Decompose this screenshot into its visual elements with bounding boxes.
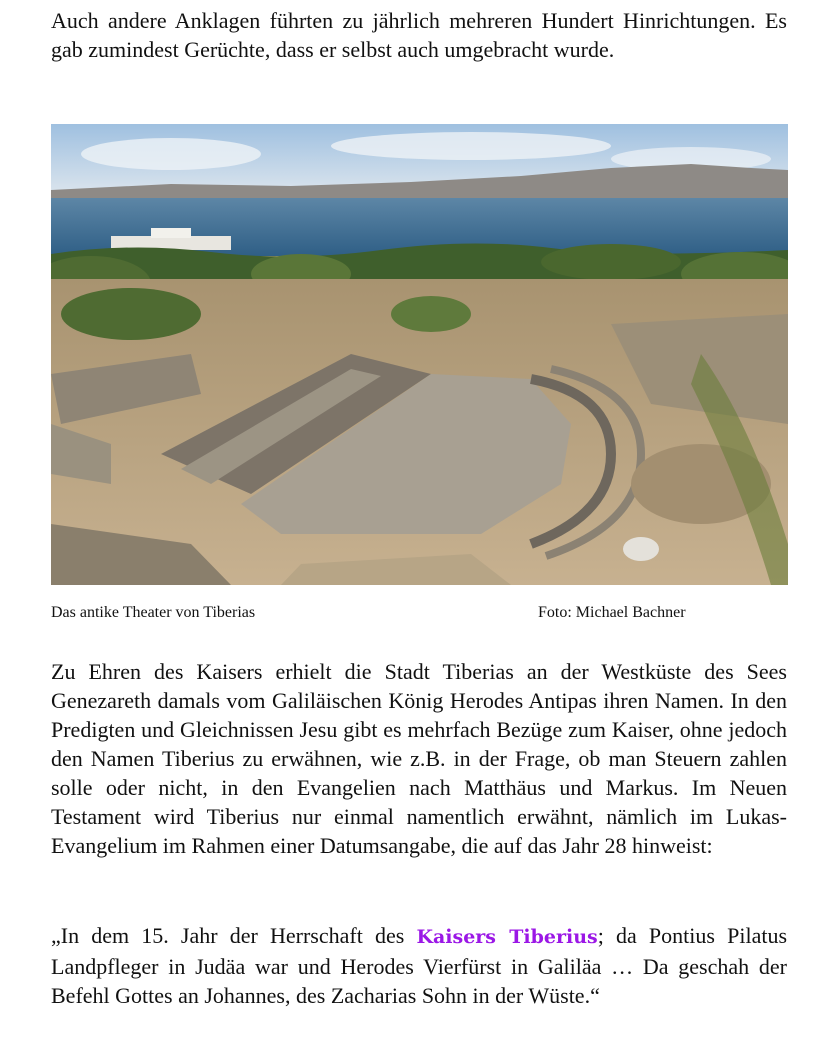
photo-caption: Das antike Theater von Tiberias [51, 604, 256, 621]
quote-highlight-kaisers-tiberius: Kaisers Tiberius [416, 926, 598, 948]
paragraph-intro: Auch andere Anklagen führten zu jährlich mehreren Hundert Hinrichtungen. Es gab zumindest Gerüchte, dass er selbst auch umgebracht wurde. [51, 8, 787, 62]
photo-credit: Foto: Michael Bachner [538, 604, 686, 621]
bible-quote [51, 921, 787, 1010]
quote-text-before: „In dem 15. Jahr der Herrschaft des [51, 923, 417, 948]
theater-photo [51, 124, 788, 585]
quote-text-after: ; da Pontius Pilatus Landpfleger in Judäa war und Herodes Vierfürst in Galiläa … Da geschah der Befehl Gottes an Johannes, des Zacharias Sohn in der Wüste.“ [51, 923, 788, 1008]
paragraph-tiberias: Zu Ehren des Kaisers erhielt die Stadt Tiberias an der Westküste des Sees Genezareth damals vom Galiläischen König Herodes Antipas ihren Namen. In den Predigten und Gleichnissen Jesu gibt es mehrfach Bezüge zum Kaiser, ohne jedoch den Namen Tiberius zu erwähnen, wie z.B. in der Frage, ob man Steuern zahlen solle oder nicht, in den Evangelien nach Matthäus und Markus. Im Neuen Testament wird Tiberius nur einmal namentlich erwähnt, nämlich im Lukas-Evangelium im Rahmen einer Datumsangabe, die auf das Jahr 28 hinweist: [51, 659, 787, 858]
